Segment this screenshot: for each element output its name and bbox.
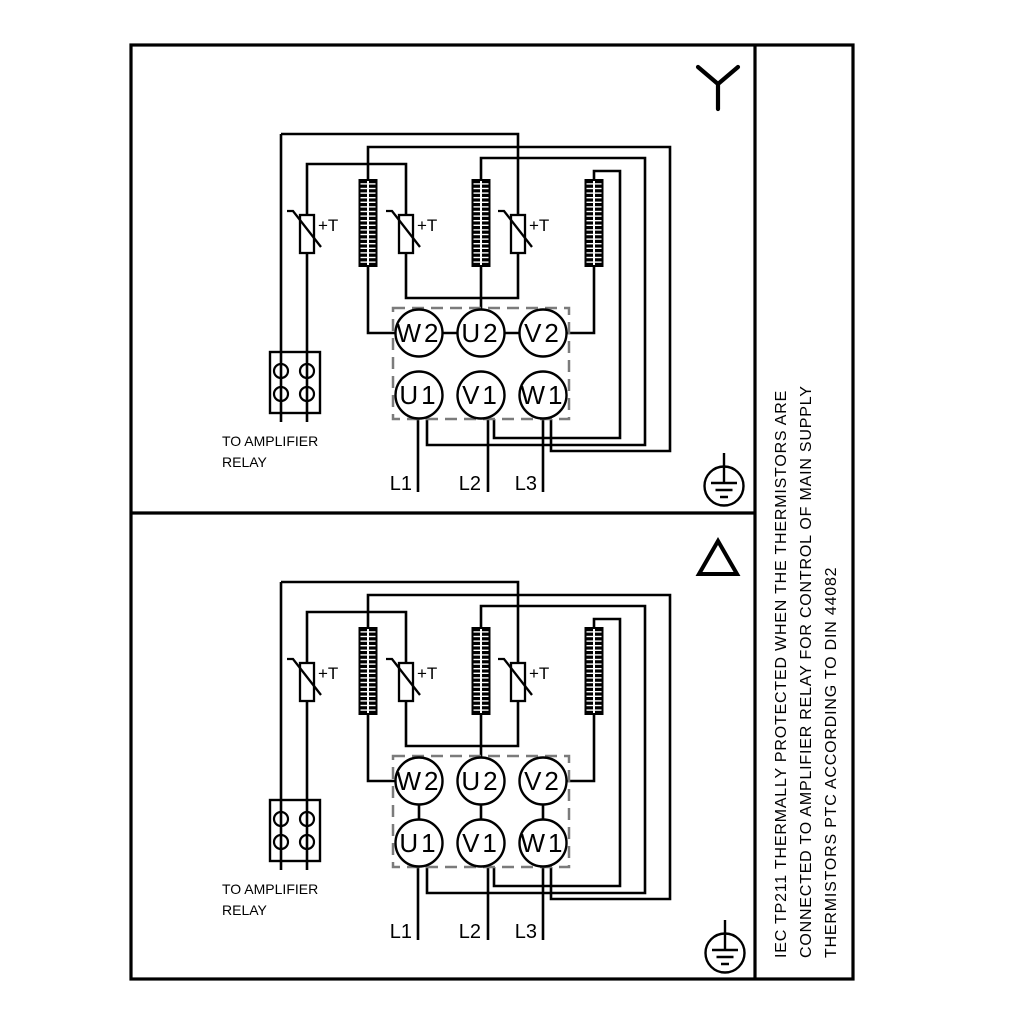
relay-caption-line2: RELAY <box>222 902 267 918</box>
terminal-label-v2: V2 <box>524 766 562 796</box>
terminal-label-u1: U1 <box>399 380 439 410</box>
thermistor-label: +T <box>529 216 550 235</box>
thermistor-label: +T <box>318 664 339 683</box>
terminal-label-w1: W1 <box>520 828 566 858</box>
terminal-label-u1: U1 <box>399 828 439 858</box>
supply-label-l3: L3 <box>514 473 537 495</box>
relay-caption-line2: RELAY <box>222 454 267 470</box>
relay-caption-line1: TO AMPLIFIER <box>222 881 319 897</box>
terminal-label-w2: W2 <box>396 766 442 796</box>
note-line-3: THERMISTORS PTC ACCORDING TO DIN 44082 <box>823 566 840 958</box>
terminal-label-w1: W1 <box>520 380 566 410</box>
thermistor-label: +T <box>318 216 339 235</box>
thermistor-label: +T <box>417 664 438 683</box>
thermistor-label: +T <box>417 216 438 235</box>
supply-label-l3: L3 <box>514 921 537 943</box>
supply-label-l1: L1 <box>389 921 412 943</box>
terminal-label-u2: U2 <box>461 318 501 348</box>
terminal-label-u2: U2 <box>461 766 501 796</box>
note-line-2: CONNECTED TO AMPLIFIER RELAY FOR CONTROL OF MAIN SUPPLY <box>798 385 815 958</box>
terminal-label-v1: V1 <box>462 828 500 858</box>
supply-label-l2: L2 <box>458 921 481 943</box>
note-line-1: IEC TP211 THERMALLY PROTECTED WHEN THE THERMISTORS ARE <box>773 389 790 958</box>
terminal-label-v1: V1 <box>462 380 500 410</box>
relay-caption-line1: TO AMPLIFIER <box>222 433 319 449</box>
thermistor-label: +T <box>529 664 550 683</box>
supply-label-l2: L2 <box>458 473 481 495</box>
supply-label-l1: L1 <box>389 473 412 495</box>
terminal-label-v2: V2 <box>524 318 562 348</box>
terminal-label-w2: W2 <box>396 318 442 348</box>
